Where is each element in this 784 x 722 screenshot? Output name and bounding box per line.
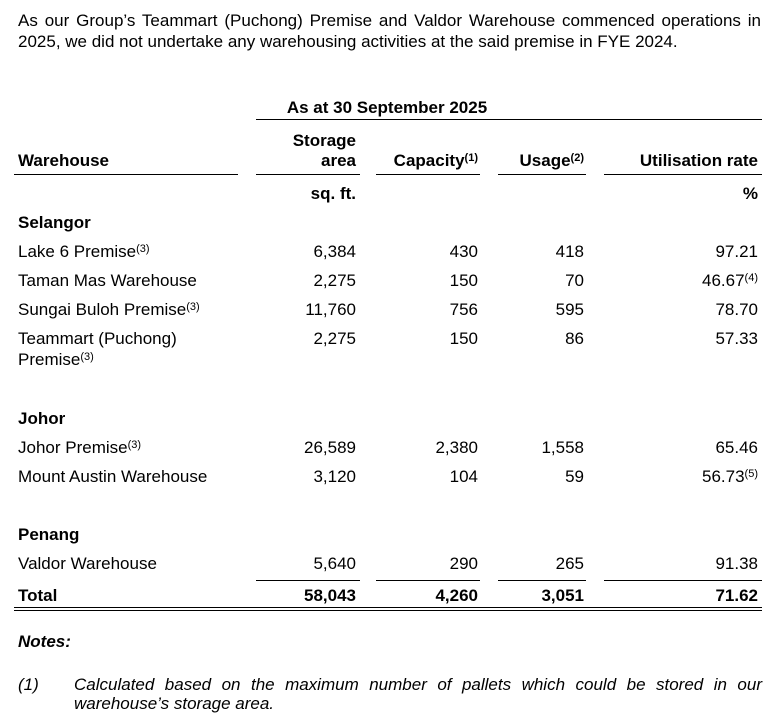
row-capacity: 2,380: [435, 438, 478, 457]
total-utilisation: 71.62: [715, 586, 758, 605]
total-top-rule: [498, 580, 586, 581]
row-name: Johor Premise$^{(3)}$: [18, 438, 142, 457]
notes-title: Notes:: [18, 632, 71, 651]
row-usage: 1,558: [541, 438, 584, 457]
row-utilisation: 65.46: [715, 438, 758, 457]
total-storage: 58,043: [304, 586, 356, 605]
row-capacity: 150: [449, 329, 478, 348]
header-usage-label: Usage: [519, 151, 571, 170]
total-top-rule: [376, 580, 480, 581]
row-usage: 265: [555, 554, 584, 573]
row-utilisation: 78.70: [715, 300, 758, 319]
row-name: Teammart (Puchong): [18, 329, 177, 348]
region-johor: Johor: [18, 409, 66, 428]
note-number: (1): [18, 675, 39, 694]
row-name-line2: Premise$^{(3)}$: [18, 350, 94, 369]
row-utilisation: 57.33: [715, 329, 758, 348]
row-name: Mount Austin Warehouse: [18, 467, 208, 486]
row-name: Valdor Warehouse: [18, 554, 157, 573]
row-capacity: 756: [449, 300, 478, 319]
row-storage: 2,275: [313, 271, 356, 290]
row-storage: 11,760: [305, 300, 356, 319]
header-capacity-note: (1): [464, 152, 478, 164]
row-utilisation: 46.67$^{(4)}$: [702, 271, 758, 290]
header-rule-utilisation: [604, 174, 762, 175]
row-name: Sungai Buloh Premise$^{(3)}$: [18, 300, 200, 319]
row-utilisation: 56.73$^{(5)}$: [702, 467, 758, 486]
row-name: Lake 6 Premise$^{(3)}$: [18, 242, 150, 261]
row-utilisation: 91.38: [715, 554, 758, 573]
row-usage: 59: [565, 467, 584, 486]
row-usage: 70: [565, 271, 584, 290]
row-usage: 418: [555, 242, 584, 261]
row-storage: 5,640: [313, 554, 356, 573]
header-usage-note: (2): [570, 152, 584, 164]
total-top-rule: [256, 580, 360, 581]
row-capacity: 290: [449, 554, 478, 573]
total-label: Total: [18, 586, 58, 605]
header-storage-line2: area: [321, 151, 356, 170]
unit-utilisation: %: [742, 184, 758, 203]
region-penang: Penang: [18, 525, 80, 544]
unit-storage: sq. ft.: [310, 184, 356, 203]
row-storage: 2,275: [313, 329, 356, 348]
row-utilisation: 97.21: [715, 242, 758, 261]
table-caption: As at 30 September 2025: [286, 98, 488, 117]
row-capacity: 430: [449, 242, 478, 261]
caption-rule: [256, 119, 762, 120]
intro-paragraph: As our Group’s Teammart (Puchong) Premise and Valdor Warehouse commenced operations in 2025, we did not undertake any warehousing activities at the said premise in FYE 2024.: [18, 11, 761, 51]
total-top-rule: [604, 580, 762, 581]
header-utilisation: Utilisation rate: [639, 151, 758, 170]
region-selangor: Selangor: [18, 213, 91, 232]
row-capacity: 104: [449, 467, 478, 486]
header-rule-usage: [498, 174, 586, 175]
row-usage: 595: [555, 300, 584, 319]
header-capacity-label: Capacity: [393, 151, 465, 170]
header-warehouse: Warehouse: [18, 151, 110, 170]
row-storage: 3,120: [313, 467, 356, 486]
header-rule-warehouse: [14, 174, 238, 175]
row-storage: 26,589: [304, 438, 356, 457]
header-rule-storage: [256, 174, 360, 175]
row-name: Taman Mas Warehouse: [18, 271, 197, 290]
note-text: Calculated based on the maximum number of pallets which could be stored in our warehouse’s storage area.: [74, 675, 762, 713]
total-capacity: 4,260: [435, 586, 478, 605]
row-usage: 86: [565, 329, 584, 348]
row-capacity: 150: [449, 271, 478, 290]
total-double-rule: [14, 607, 762, 608]
header-usage: [498, 151, 584, 171]
header-rule-capacity: [376, 174, 480, 175]
header-capacity: [376, 151, 478, 171]
header-storage-line1: Storage: [292, 131, 356, 150]
total-double-rule: [14, 610, 762, 611]
row-storage: 6,384: [313, 242, 356, 261]
total-usage: 3,051: [541, 586, 584, 605]
